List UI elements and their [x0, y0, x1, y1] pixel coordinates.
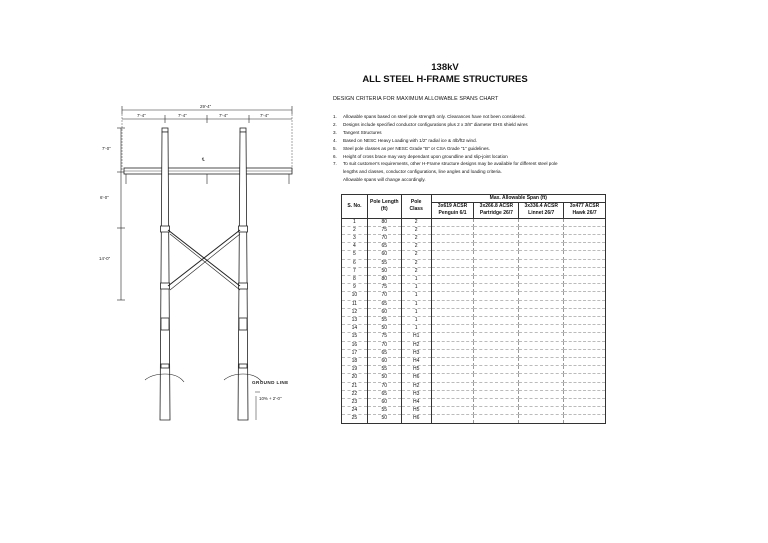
cell-span [474, 226, 519, 234]
cell-sno: 20 [342, 374, 368, 382]
col-header-conductor-size: 3x619 ACSR [431, 203, 474, 211]
criteria-item: 1. Allowable spans based on steel pole strength only. Clearances have not been considered. [333, 114, 526, 119]
cell-span [474, 267, 519, 275]
table-row [342, 300, 606, 308]
cell-span [519, 226, 564, 234]
cell-span [564, 333, 606, 341]
cell-sno: 11 [342, 300, 368, 308]
cell-sno: 24 [342, 407, 368, 415]
table-row [342, 317, 606, 325]
criteria-continuation: Allowable spans will change accordingly. [343, 177, 426, 183]
cell-span [474, 325, 519, 333]
criteria-item: 7. To suit customer's requirements, other H-Frame structure designs may be available for different steel pole [333, 161, 558, 167]
cell-span [474, 390, 519, 398]
col-header-max-span: Max. Allowable Span (ft) [431, 195, 605, 203]
cell-sno: 7 [342, 267, 368, 275]
cell-pole-class: H3 [401, 390, 431, 398]
cell-span [564, 341, 606, 349]
cell-span [519, 308, 564, 316]
centerline-symbol: ℄ [202, 157, 205, 162]
cell-span [431, 226, 474, 234]
design-criteria-list [333, 113, 613, 184]
table-row [342, 382, 606, 390]
cell-sno: 2 [342, 226, 368, 234]
cell-span [564, 308, 606, 316]
cell-span [564, 407, 606, 415]
cell-pole-length: 80 [367, 275, 401, 283]
cell-span [519, 390, 564, 398]
cell-pole-class: H1 [401, 333, 431, 341]
cell-sno: 17 [342, 349, 368, 357]
table-row [342, 374, 606, 382]
col-header-conductor-size: 3x266.8 ACSR [474, 203, 519, 211]
cell-pole-length: 80 [367, 218, 401, 226]
cell-span [474, 349, 519, 357]
cell-pole-length: 60 [367, 251, 401, 259]
table-row [342, 399, 606, 407]
embedment-label: 10% + 2'-0" [259, 396, 282, 401]
cell-span [474, 333, 519, 341]
cell-pole-class: 2 [401, 226, 431, 234]
cell-span [474, 366, 519, 374]
cell-pole-length: 50 [367, 374, 401, 382]
cell-pole-length: 55 [367, 366, 401, 374]
cell-sno: 4 [342, 243, 368, 251]
cell-span [474, 415, 519, 423]
cell-pole-length: 65 [367, 349, 401, 357]
cell-sno: 18 [342, 358, 368, 366]
table-row [342, 407, 606, 415]
cell-span [519, 341, 564, 349]
cell-span [564, 415, 606, 423]
cell-pole-class: H5 [401, 407, 431, 415]
cell-sno: 5 [342, 251, 368, 259]
cell-pole-class: 1 [401, 325, 431, 333]
cell-span [431, 349, 474, 357]
cell-sno: 16 [342, 341, 368, 349]
cell-span [564, 259, 606, 267]
cell-span [474, 292, 519, 300]
cell-span [474, 243, 519, 251]
cell-span [474, 374, 519, 382]
cell-span [564, 284, 606, 292]
cell-span [519, 300, 564, 308]
cell-sno: 1 [342, 218, 368, 226]
cell-pole-class: 2 [401, 267, 431, 275]
table-row [342, 308, 606, 316]
cell-span [431, 284, 474, 292]
cell-pole-class: H2 [401, 382, 431, 390]
cell-sno: 12 [342, 308, 368, 316]
cell-span [474, 358, 519, 366]
criteria-item: 5. Steel pole classes as per NESC Grade "B" or CSA Grade "1" guidelines. [333, 145, 490, 151]
cell-span [564, 243, 606, 251]
cell-span [564, 275, 606, 283]
cell-span [431, 234, 474, 242]
col-header-conductor-size: 3x477 ACSR [564, 203, 606, 211]
cell-span [474, 382, 519, 390]
cell-span [519, 275, 564, 283]
cell-span [431, 300, 474, 308]
cell-span [564, 382, 606, 390]
cell-sno: 3 [342, 234, 368, 242]
cell-sno: 9 [342, 284, 368, 292]
cell-span [431, 218, 474, 226]
table-row [342, 325, 606, 333]
cell-span [431, 267, 474, 275]
cell-span [519, 218, 564, 226]
cell-span [564, 390, 606, 398]
dim-spacing: 7'-4" [219, 113, 228, 118]
table-row [342, 358, 606, 366]
cell-pole-length: 55 [367, 317, 401, 325]
cell-span [431, 325, 474, 333]
cell-pole-length: 70 [367, 234, 401, 242]
cell-span [564, 317, 606, 325]
cell-span [564, 399, 606, 407]
criteria-continuation: lengths and classes, conductor configurations, line angles and loading criteria. [343, 169, 502, 175]
cell-pole-length: 60 [367, 308, 401, 316]
cell-span [474, 300, 519, 308]
cell-pole-length: 50 [367, 415, 401, 423]
cell-span [564, 267, 606, 275]
cell-span [519, 358, 564, 366]
cell-span [474, 251, 519, 259]
cell-span [431, 308, 474, 316]
table-row [342, 251, 606, 259]
cell-span [431, 243, 474, 251]
cell-span [431, 275, 474, 283]
cell-span [431, 382, 474, 390]
cell-pole-length: 65 [367, 243, 401, 251]
cell-pole-class: 2 [401, 218, 431, 226]
table-row [342, 333, 606, 341]
cell-span [519, 382, 564, 390]
col-header-conductor-size: 3x336.4 ACSR [519, 203, 564, 211]
cell-span [564, 226, 606, 234]
dim-spacing: 7'-4" [260, 113, 269, 118]
cell-pole-class: H6 [401, 374, 431, 382]
cell-span [431, 317, 474, 325]
table-row [342, 390, 606, 398]
cell-span [519, 251, 564, 259]
criteria-item: 6. Height of cross brace may vary dependant upon groundline and slip-joint location [333, 153, 508, 159]
cell-span [519, 374, 564, 382]
h-frame-drawing [0, 0, 310, 543]
cell-pole-length: 75 [367, 333, 401, 341]
table-row [342, 284, 606, 292]
cell-pole-length: 70 [367, 341, 401, 349]
cell-span [431, 390, 474, 398]
cell-span [519, 234, 564, 242]
cell-sno: 6 [342, 259, 368, 267]
col-header-conductor-name: Penguin 6/1 [431, 210, 474, 218]
cell-pole-length: 50 [367, 325, 401, 333]
ground-line-label: GROUND LINE [252, 380, 289, 385]
cell-span [431, 259, 474, 267]
cell-span [564, 251, 606, 259]
table-body [342, 218, 606, 423]
allowable-spans-table [341, 194, 606, 424]
cell-span [564, 218, 606, 226]
cell-pole-length: 70 [367, 382, 401, 390]
cell-span [474, 341, 519, 349]
col-header-pole-class: Pole Class [401, 195, 431, 219]
cell-pole-class: 2 [401, 251, 431, 259]
cell-sno: 15 [342, 333, 368, 341]
cell-sno: 14 [342, 325, 368, 333]
table-row [342, 275, 606, 283]
cell-span [519, 292, 564, 300]
cell-span [431, 399, 474, 407]
cell-pole-class: H2 [401, 341, 431, 349]
design-criteria-heading: DESIGN CRITERIA FOR MAXIMUM ALLOWABLE SPANS CHART [333, 96, 499, 102]
cell-pole-class: 1 [401, 300, 431, 308]
cell-pole-length: 75 [367, 226, 401, 234]
cell-pole-class: 1 [401, 292, 431, 300]
table-row [342, 341, 606, 349]
cell-span [431, 292, 474, 300]
cell-span [431, 358, 474, 366]
cell-pole-class: 1 [401, 275, 431, 283]
cell-span [474, 275, 519, 283]
cell-pole-class: 1 [401, 317, 431, 325]
cell-pole-length: 55 [367, 407, 401, 415]
cell-span [519, 243, 564, 251]
cell-span [431, 374, 474, 382]
cell-pole-length: 65 [367, 300, 401, 308]
dim-crossarm-to-brace: 6'-0" [100, 195, 109, 200]
table-row [342, 267, 606, 275]
cell-pole-class: 1 [401, 308, 431, 316]
cell-span [519, 267, 564, 275]
dim-spacing: 7'-4" [137, 113, 146, 118]
cell-span [564, 325, 606, 333]
dim-overall-width: 29'-4" [200, 104, 212, 109]
cell-span [431, 366, 474, 374]
cell-span [474, 399, 519, 407]
cell-span [564, 234, 606, 242]
cell-span [431, 251, 474, 259]
cell-sno: 25 [342, 415, 368, 423]
cell-span [474, 259, 519, 267]
cell-pole-length: 60 [367, 358, 401, 366]
cell-span [519, 333, 564, 341]
cell-span [519, 317, 564, 325]
cell-span [519, 284, 564, 292]
cell-pole-class: H3 [401, 349, 431, 357]
cell-span [431, 407, 474, 415]
cell-span [519, 259, 564, 267]
cell-pole-class: H4 [401, 358, 431, 366]
cell-span [431, 341, 474, 349]
dim-spacing: 7'-4" [178, 113, 187, 118]
cell-span [564, 374, 606, 382]
table-row [342, 226, 606, 234]
cell-span [474, 317, 519, 325]
cell-pole-length: 60 [367, 399, 401, 407]
table-row [342, 259, 606, 267]
col-header-conductor-name: Partridge 26/7 [474, 210, 519, 218]
col-header-pole-length: Pole Length (ft) [367, 195, 401, 219]
cell-span [474, 218, 519, 226]
col-header-conductor-name: Linnet 26/7 [519, 210, 564, 218]
criteria-item: 2. Designs include specified conductor configurations plus 2 x 3/8" diameter EHS shield wires [333, 121, 528, 127]
cell-pole-length: 55 [367, 259, 401, 267]
cell-pole-class: 1 [401, 284, 431, 292]
cell-pole-length: 75 [367, 284, 401, 292]
cell-sno: 8 [342, 275, 368, 283]
cell-span [564, 366, 606, 374]
cell-span [474, 234, 519, 242]
cell-span [474, 284, 519, 292]
table-row [342, 349, 606, 357]
cell-sno: 13 [342, 317, 368, 325]
cell-span [519, 349, 564, 357]
table-row [342, 218, 606, 226]
cell-sno: 22 [342, 390, 368, 398]
dim-top-height: 7'-0" [102, 146, 111, 151]
cell-pole-class: 2 [401, 243, 431, 251]
cell-pole-length: 70 [367, 292, 401, 300]
cell-span [564, 292, 606, 300]
cell-pole-class: H6 [401, 415, 431, 423]
criteria-item: 3. Tangent Structures [333, 129, 382, 135]
table-row [342, 366, 606, 374]
cell-sno: 19 [342, 366, 368, 374]
cell-pole-class: 2 [401, 234, 431, 242]
table-row [342, 234, 606, 242]
table-row [342, 415, 606, 423]
cell-sno: 21 [342, 382, 368, 390]
cell-span [474, 407, 519, 415]
cell-span [564, 358, 606, 366]
cell-span [474, 308, 519, 316]
cell-pole-class: H4 [401, 399, 431, 407]
cell-span [564, 300, 606, 308]
criteria-item: 4. Based on NESC Heavy Loading with 1/2" radial ice & 4lb/ft2 wind. [333, 137, 477, 143]
page-title-voltage: 138kV [431, 62, 459, 73]
cell-span [431, 333, 474, 341]
cell-sno: 10 [342, 292, 368, 300]
col-header-conductor-name: Hawk 26/7 [564, 210, 606, 218]
dim-brace-height: 14'-0" [99, 256, 111, 261]
cell-span [519, 415, 564, 423]
cell-span [519, 325, 564, 333]
page-title-structure: ALL STEEL H-FRAME STRUCTURES [362, 74, 528, 85]
cell-span [431, 415, 474, 423]
cell-span [519, 399, 564, 407]
cell-span [564, 349, 606, 357]
table-row [342, 292, 606, 300]
table-row [342, 243, 606, 251]
cell-sno: 23 [342, 399, 368, 407]
cell-pole-class: H5 [401, 366, 431, 374]
col-header-sno: S. No. [342, 195, 368, 219]
cell-pole-length: 50 [367, 267, 401, 275]
cell-pole-class: 2 [401, 259, 431, 267]
cell-pole-length: 65 [367, 390, 401, 398]
cell-span [519, 366, 564, 374]
cell-span [519, 407, 564, 415]
